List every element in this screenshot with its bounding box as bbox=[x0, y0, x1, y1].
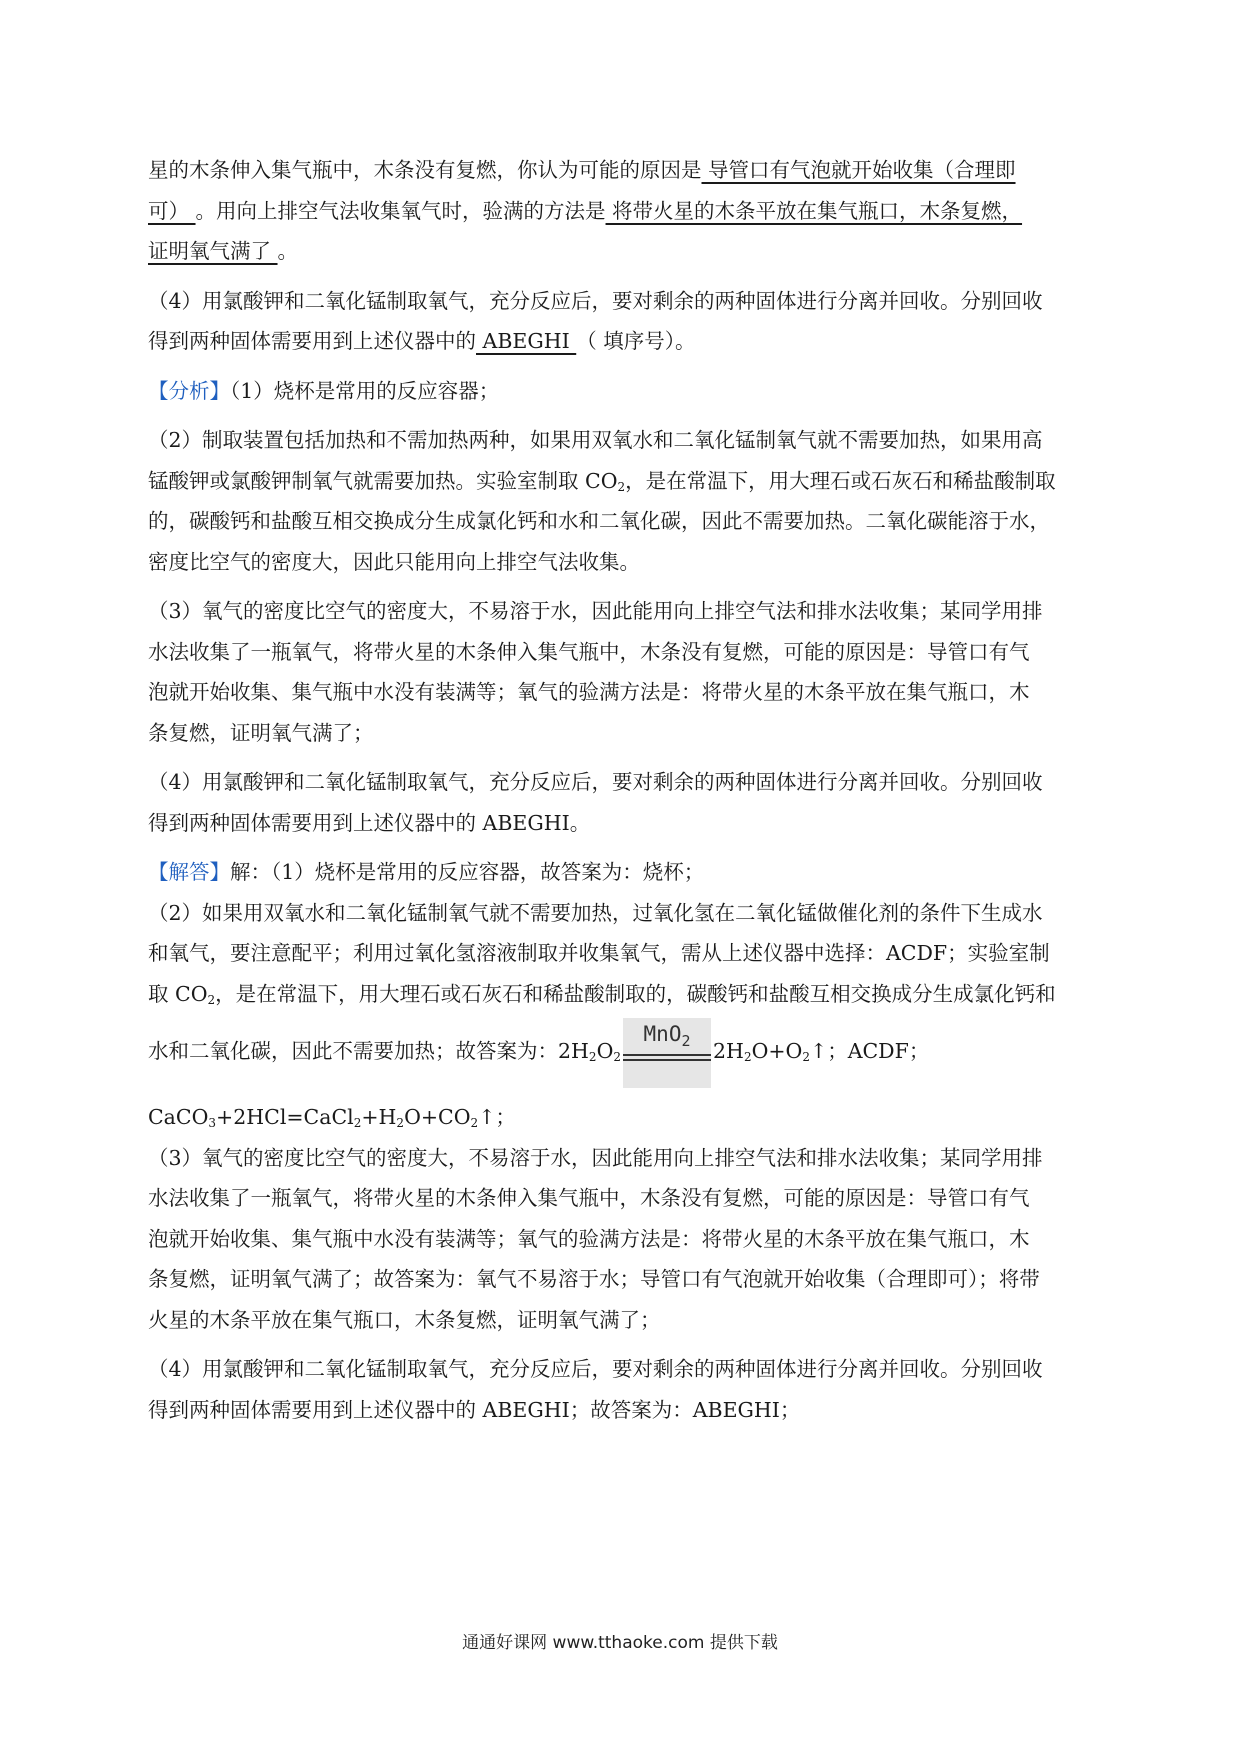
analysis-tag: 【分析】 bbox=[148, 378, 230, 403]
answer-tag: 【解答】 bbox=[148, 860, 230, 884]
q3-answer-method: 将带火星的木条平放在集气瓶口，木条复燃， bbox=[605, 198, 1023, 223]
answer-p3-l2: 水法收集了一瓶氧气，将带火星的木条伸入集气瓶中，木条没有复燃，可能的原因是：导管口有气 bbox=[148, 1186, 1030, 1210]
analysis-p3-l1: （3）氧气的密度比空气的密度大，不易溶于水，因此能用向上排空气法和排水法收集；某同学用排 bbox=[148, 599, 1043, 623]
answer-p3-l4: 条复燃，证明氧气满了；故答案为：氧气不易溶于水；导管口有气泡就开始收集（合理即可）；将带 bbox=[148, 1267, 1040, 1291]
subscript: 2 bbox=[353, 1116, 362, 1130]
formula-text: O+CO bbox=[404, 1105, 471, 1129]
formula-text: +H bbox=[361, 1105, 397, 1129]
analysis-text: ，是在常温下，用大理石或石灰石和稀盐酸制取 bbox=[625, 468, 1056, 493]
q3-answer-reason-end: 可） bbox=[148, 198, 196, 223]
reaction-equation-caco3 bbox=[148, 1097, 1096, 1138]
answer-p4-l1: （4）用氯酸钾和二氧化锰制取氧气，充分反应后，要对剩余的两种固体进行分离并回收。分别回收 bbox=[148, 1357, 1043, 1381]
page-footer: 通通好课网 www.tthaoke.com 提供下载 bbox=[462, 1633, 778, 1653]
formula-text: +2HCl=CaCl bbox=[216, 1105, 354, 1129]
subscript: 2 bbox=[802, 1050, 811, 1064]
formula-text: 2H bbox=[713, 1039, 744, 1063]
analysis-p2-l4: 密度比空气的密度大，因此只能用向上排空气法收集。 bbox=[148, 549, 640, 574]
reaction-equation-h2o2 bbox=[148, 1014, 1096, 1088]
answer-p4-l2: 得到两种固体需要用到上述仪器中的 ABEGHI；故答案为：ABEGHI； bbox=[148, 1397, 801, 1422]
subscript: 2 bbox=[681, 1031, 691, 1050]
answer-p3-l1: （3）氧气的密度比空气的密度大，不易溶于水，因此能用向上排空气法和排水法收集；某同学用排 bbox=[148, 1145, 1043, 1170]
subscript: 2 bbox=[470, 1116, 479, 1130]
analysis-p4-l1: （4）用氯酸钾和二氧化锰制取氧气，充分反应后，要对剩余的两种固体进行分离并回收。分别回收 bbox=[148, 770, 1043, 794]
subscript: 2 bbox=[617, 479, 626, 494]
subscript: 2 bbox=[207, 992, 216, 1007]
q4-line-2 bbox=[148, 321, 1096, 362]
answer-p3-l5: 火星的木条平放在集气瓶口，木条复燃，证明氧气满了； bbox=[148, 1307, 661, 1332]
document-body bbox=[148, 150, 1096, 1430]
analysis-p2-l3: 的，碳酸钙和盐酸互相交换成分生成氯化钙和水和二氧化碳，因此不需要加热。二氧化碳能溶于水， bbox=[148, 509, 1050, 533]
q3-line-2 bbox=[148, 191, 1096, 232]
catalyst-formula: MnO bbox=[643, 1021, 682, 1046]
subscript: 2 bbox=[588, 1050, 597, 1064]
answer-p2-l2: 和氧气，要注意配平；利用过氧化氢溶液制取并收集氧气，需从上述仪器中选择：ACDF；实验室制 bbox=[148, 941, 1050, 965]
q4-text: 得到两种固体需要用到上述仪器中的 bbox=[148, 329, 476, 353]
q3-line-3 bbox=[148, 231, 1096, 272]
analysis-p1 bbox=[148, 371, 1096, 412]
subscript: 2 bbox=[613, 1050, 622, 1064]
q4-text: （ 填序号）。 bbox=[576, 329, 696, 353]
q3-text: 。 bbox=[277, 239, 299, 263]
answer-text: 取 CO bbox=[148, 981, 208, 1006]
analysis-p2-l1: （2）制取装置包括加热和不需加热两种，如果用双氧水和二氧化锰制氧气就不需要加热，如果用高 bbox=[148, 428, 1043, 452]
subscript: 3 bbox=[208, 1116, 217, 1130]
q3-text: 。用向上排空气法收集氧气时，验满的方法是 bbox=[195, 198, 606, 223]
analysis-p3-l4: 条复燃，证明氧气满了； bbox=[148, 720, 374, 745]
equals-bar bbox=[623, 1054, 711, 1056]
answer-p2-l1: （2）如果用双氧水和二氧化锰制氧气就不需要加热，过氧化氢在二氧化锰做催化剂的条件下生成水 bbox=[148, 900, 1043, 925]
answer-p1 bbox=[148, 852, 1096, 893]
q4-line-1: （4）用氯酸钾和二氧化锰制取氧气，充分反应后，要对剩余的两种固体进行分离并回收。分别回收 bbox=[148, 288, 1043, 313]
answer-text: 水和二氧化碳，因此不需要加热；故答案为：2H bbox=[148, 1039, 589, 1063]
q3-answer-reason: 导管口有气泡就开始收集（合理即 bbox=[701, 158, 1016, 182]
answer-text: 解：（1）烧杯是常用的反应容器，故答案为：烧杯； bbox=[230, 860, 705, 884]
formula-text: O+O bbox=[751, 1039, 803, 1063]
answer-p3-l3: 泡就开始收集、集气瓶中水没有装满等；氧气的验满方法是：将带火星的木条平放在集气瓶口，木 bbox=[148, 1226, 1030, 1251]
catalyst-label bbox=[623, 1022, 711, 1053]
subscript: 2 bbox=[743, 1050, 752, 1064]
q4-answer: ABEGHI bbox=[476, 329, 577, 353]
equals-bar bbox=[623, 1059, 711, 1061]
q3-text: 星的木条伸入集气瓶中，木条没有复燃，你认为可能的原因是 bbox=[148, 158, 702, 182]
analysis-p3-l3: 泡就开始收集、集气瓶中水没有装满等；氧气的验满方法是：将带火星的木条平放在集气瓶口，木 bbox=[148, 680, 1030, 704]
formula-text: ↑； bbox=[478, 1105, 516, 1129]
analysis-p2-l2 bbox=[148, 461, 1096, 502]
answer-text: ，是在常温下，用大理石或石灰石和稀盐酸制取的，碳酸钙和盐酸互相交换成分生成氯化钙和 bbox=[215, 981, 1056, 1006]
catalyst-condition-box bbox=[623, 1018, 711, 1088]
answer-text: ↑；ACDF； bbox=[810, 1039, 930, 1063]
analysis-p3-l2: 水法收集了一瓶氧气，将带火星的木条伸入集气瓶中，木条没有复燃，可能的原因是：导管口有气 bbox=[148, 639, 1030, 664]
subscript: 2 bbox=[396, 1116, 405, 1130]
analysis-text: （1）烧杯是常用的反应容器； bbox=[230, 378, 500, 403]
answer-p2-l3 bbox=[148, 974, 1096, 1015]
q3-answer-method-end: 证明氧气满了 bbox=[148, 239, 278, 263]
formula-text: CaCO bbox=[148, 1105, 209, 1129]
formula-text: O bbox=[596, 1039, 614, 1063]
analysis-p4-l2: 得到两种固体需要用到上述仪器中的 ABEGHI。 bbox=[148, 810, 591, 835]
q3-line-1 bbox=[148, 150, 1096, 191]
analysis-text: 锰酸钾或氯酸钾制氧气就需要加热。实验室制取 CO bbox=[148, 468, 618, 493]
